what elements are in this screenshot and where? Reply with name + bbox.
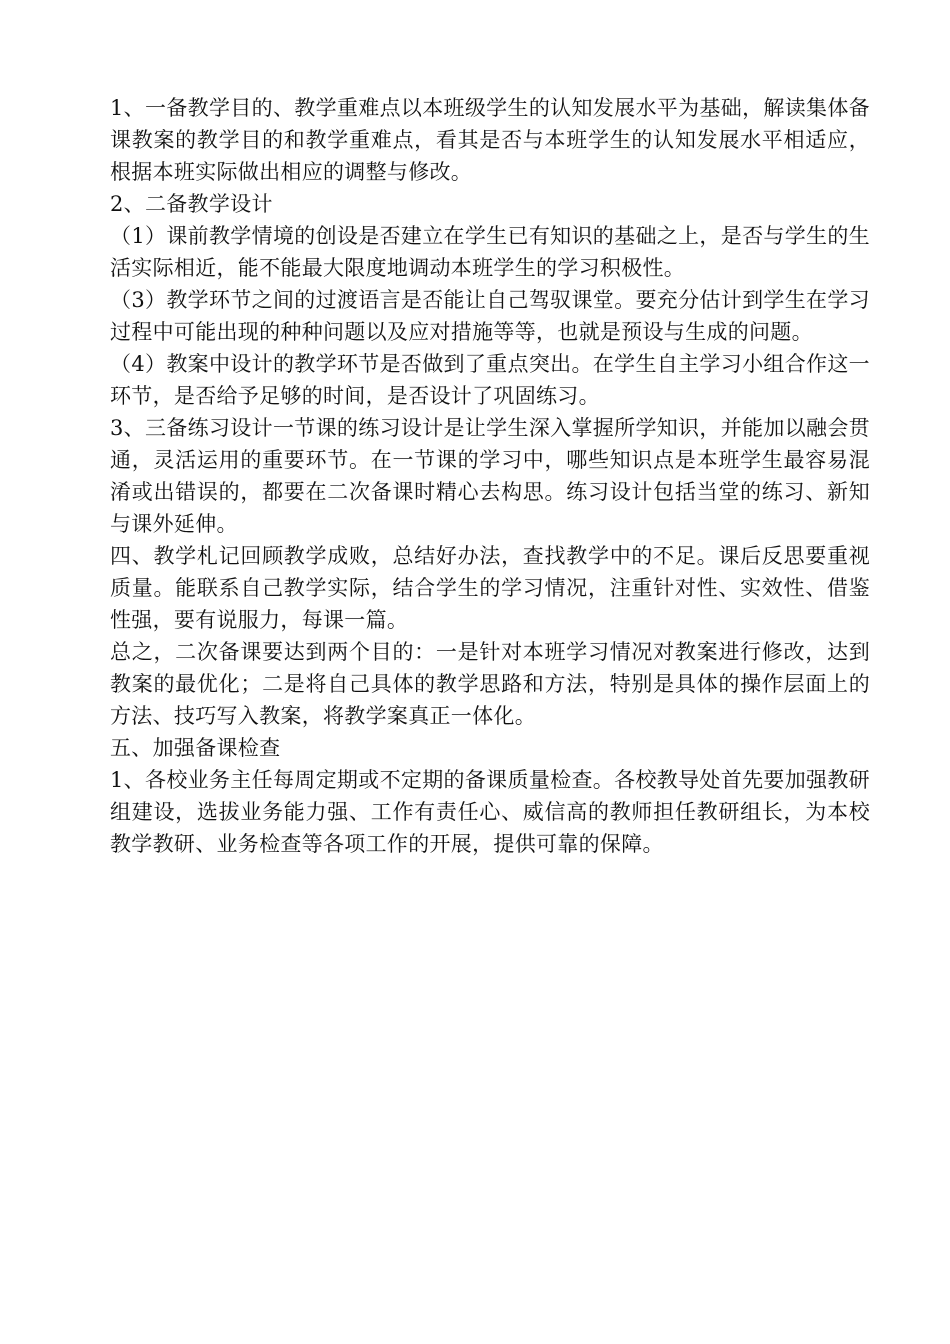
paragraph-7: 四、教学札记回顾教学成败，总结好办法，查找教学中的不足。课后反思要重视质量。能联系自己教学实际，结合学生的学习情况，注重针对性、实效性、借鉴性强，要有说服力，每课一篇。 [110,544,870,632]
paragraph-9: 五、加强备课检查 [110,736,281,760]
paragraph-6: 3、三备练习设计一节课的练习设计是让学生深入掌握所学知识，并能加以融会贯通，灵活运用的重要环节。在一节课的学习中，哪些知识点是本班学生最容易混淆或出错误的，都要在二次备课时精心去构思。练习设计包括当堂的练习、新知与课外延伸。 [110,416,870,536]
paragraph-3: （1）课前教学情境的创设是否建立在学生已有知识的基础之上，是否与学生的生活实际相近，能不能最大限度地调动本班学生的学习积极性。 [110,224,870,280]
paragraph-1: 1、一备教学目的、教学重难点以本班级学生的认知发展水平为基础，解读集体备课教案的教学目的和教学重难点，看其是否与本班学生的认知发展水平相适应，根据本班实际做出相应的调整与修改。 [110,96,870,184]
paragraph-5: （4）教案中设计的教学环节是否做到了重点突出。在学生自主学习小组合作这一环节，是否给予足够的时间，是否设计了巩固练习。 [110,352,870,408]
paragraph-4: （3）教学环节之间的过渡语言是否能让自己驾驭课堂。要充分估计到学生在学习过程中可能出现的种种问题以及应对措施等等，也就是预设与生成的问题。 [110,288,870,344]
paragraph-2: 2、二备教学设计 [110,192,273,216]
document-body [110,92,870,860]
paragraph-10: 1、各校业务主任每周定期或不定期的备课质量检查。各校教导处首先要加强教研组建设，选拔业务能力强、工作有责任心、威信高的教师担任教研组长，为本校教学教研、业务检查等各项工作的开展，提供可靠的保障。 [110,768,870,856]
paragraph-8: 总之，二次备课要达到两个目的：一是针对本班学习情况对教案进行修改，达到教案的最优化；二是将自己具体的教学思路和方法，特别是具体的操作层面上的方法、技巧写入教案，将教学案真正一体化。 [110,640,870,728]
